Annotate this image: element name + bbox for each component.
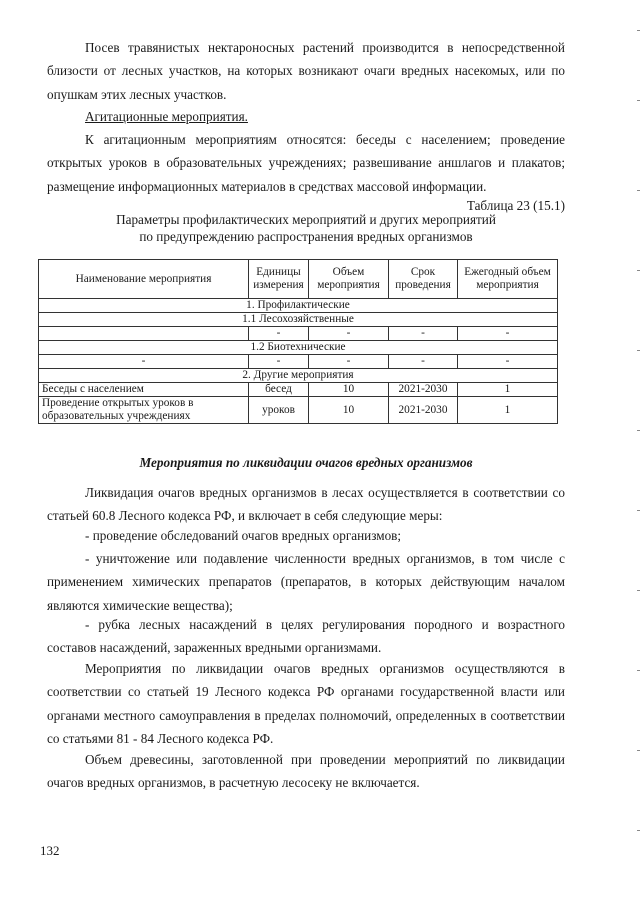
measure-name-cell: Проведение открытых уроков в образовательных учреждениях bbox=[39, 397, 249, 424]
agitation-title bbox=[47, 105, 565, 128]
annual-cell: 1 bbox=[458, 397, 558, 424]
unit-cell: бесед bbox=[249, 383, 309, 397]
table-cell: - bbox=[249, 327, 309, 341]
subsection-cell: 1.1 Лесохозяйственные bbox=[39, 313, 558, 327]
table-cell: - bbox=[389, 327, 458, 341]
header-cell: Ежегодный объем мероприятия bbox=[458, 260, 558, 299]
table-row bbox=[39, 355, 558, 369]
agitation-title-text: Агитационные мероприятия. bbox=[85, 109, 248, 124]
section-heading: Мероприятия по ликвидации очагов вредных организмов bbox=[139, 455, 473, 470]
header-cell: Объем мероприятия bbox=[309, 260, 389, 299]
volume-cell: 10 bbox=[309, 383, 389, 397]
table-cell: - bbox=[39, 355, 249, 369]
bullet-destruction: - уничтожение или подавление численности вредных организмов, в том числе с применением химических препаратов (препаратов, в которых действующим началом являются химические вещества); bbox=[47, 551, 565, 613]
table-subsection-row bbox=[39, 341, 558, 355]
unit-cell: уроков bbox=[249, 397, 309, 424]
period-cell: 2021-2030 bbox=[389, 397, 458, 424]
paragraph-authorities: Мероприятия по ликвидации очагов вредных организмов осуществляются в соответствии со статьей 19 Лесного кодекса РФ органами государственной власти или органами местного самоуправления в пределах полномочий, определенных в соответствии со статьями 81 - 84 Лесного кодекса РФ. bbox=[47, 661, 565, 746]
table-cell bbox=[39, 327, 249, 341]
table-cell: - bbox=[309, 327, 389, 341]
section-cell: 1. Профилактические bbox=[39, 299, 558, 313]
table-caption-line1: Параметры профилактических мероприятий и других мероприятий bbox=[116, 212, 496, 227]
table-caption bbox=[47, 211, 565, 245]
table-row bbox=[39, 397, 558, 424]
section-cell: 2. Другие мероприятия bbox=[39, 369, 558, 383]
table-header-row bbox=[39, 260, 558, 299]
table-section-row bbox=[39, 369, 558, 383]
volume-cell: 10 bbox=[309, 397, 389, 424]
header-cell: Срок проведения bbox=[389, 260, 458, 299]
paragraph-liquidation: Ликвидация очагов вредных организмов в лесах осуществляется в соответствии со статьей 60.8 Лесного кодекса РФ, и включает в себя следующие меры: bbox=[47, 485, 565, 524]
header-cell: Единицы измерения bbox=[249, 260, 309, 299]
table-caption-line2: по предупреждению распространения вредных организмов bbox=[139, 229, 473, 244]
header-cell: Наименование мероприятия bbox=[39, 260, 249, 299]
table-cell: - bbox=[458, 327, 558, 341]
annual-cell: 1 bbox=[458, 383, 558, 397]
bullet-felling: - рубка лесных насаждений в целях регулирования породного и возрастного составов насаждений, зараженных вредными организмами. bbox=[47, 617, 565, 656]
table-number: Таблица 23 (15.1) bbox=[466, 198, 565, 213]
subsection-cell: 1.2 Биотехнические bbox=[39, 341, 558, 355]
measure-name-cell: Беседы с населением bbox=[39, 383, 249, 397]
table-section-row bbox=[39, 299, 558, 313]
measures-table bbox=[38, 259, 558, 424]
bullet-surveys: - проведение обследований очагов вредных организмов; bbox=[85, 528, 402, 543]
table-cell: - bbox=[458, 355, 558, 369]
paragraph-nectar-plants: Посев травянистых нектароносных растений производится в непосредственной близости от лесных участков, на которых возникают очаги вредных насекомых, или по опушкам этих лесных участков. bbox=[47, 40, 565, 102]
paragraph-timber: Объем древесины, заготовленной при проведении мероприятий по ликвидации очагов вредных организмов, в расчетную лесосеку не включается. bbox=[47, 752, 565, 791]
table-cell: - bbox=[249, 355, 309, 369]
paragraph-agitation: К агитационным мероприятиям относятся: беседы с населением; проведение открытых уроков в образовательных учреждениях; развешивание аншлагов и плакатов; размещение информационных материалов в средствах массовой информации. bbox=[47, 132, 565, 194]
table-subsection-row bbox=[39, 313, 558, 327]
table-row bbox=[39, 383, 558, 397]
table-row bbox=[39, 327, 558, 341]
page-number: 132 bbox=[40, 843, 60, 858]
table-cell: - bbox=[389, 355, 458, 369]
period-cell: 2021-2030 bbox=[389, 383, 458, 397]
table-cell: - bbox=[309, 355, 389, 369]
